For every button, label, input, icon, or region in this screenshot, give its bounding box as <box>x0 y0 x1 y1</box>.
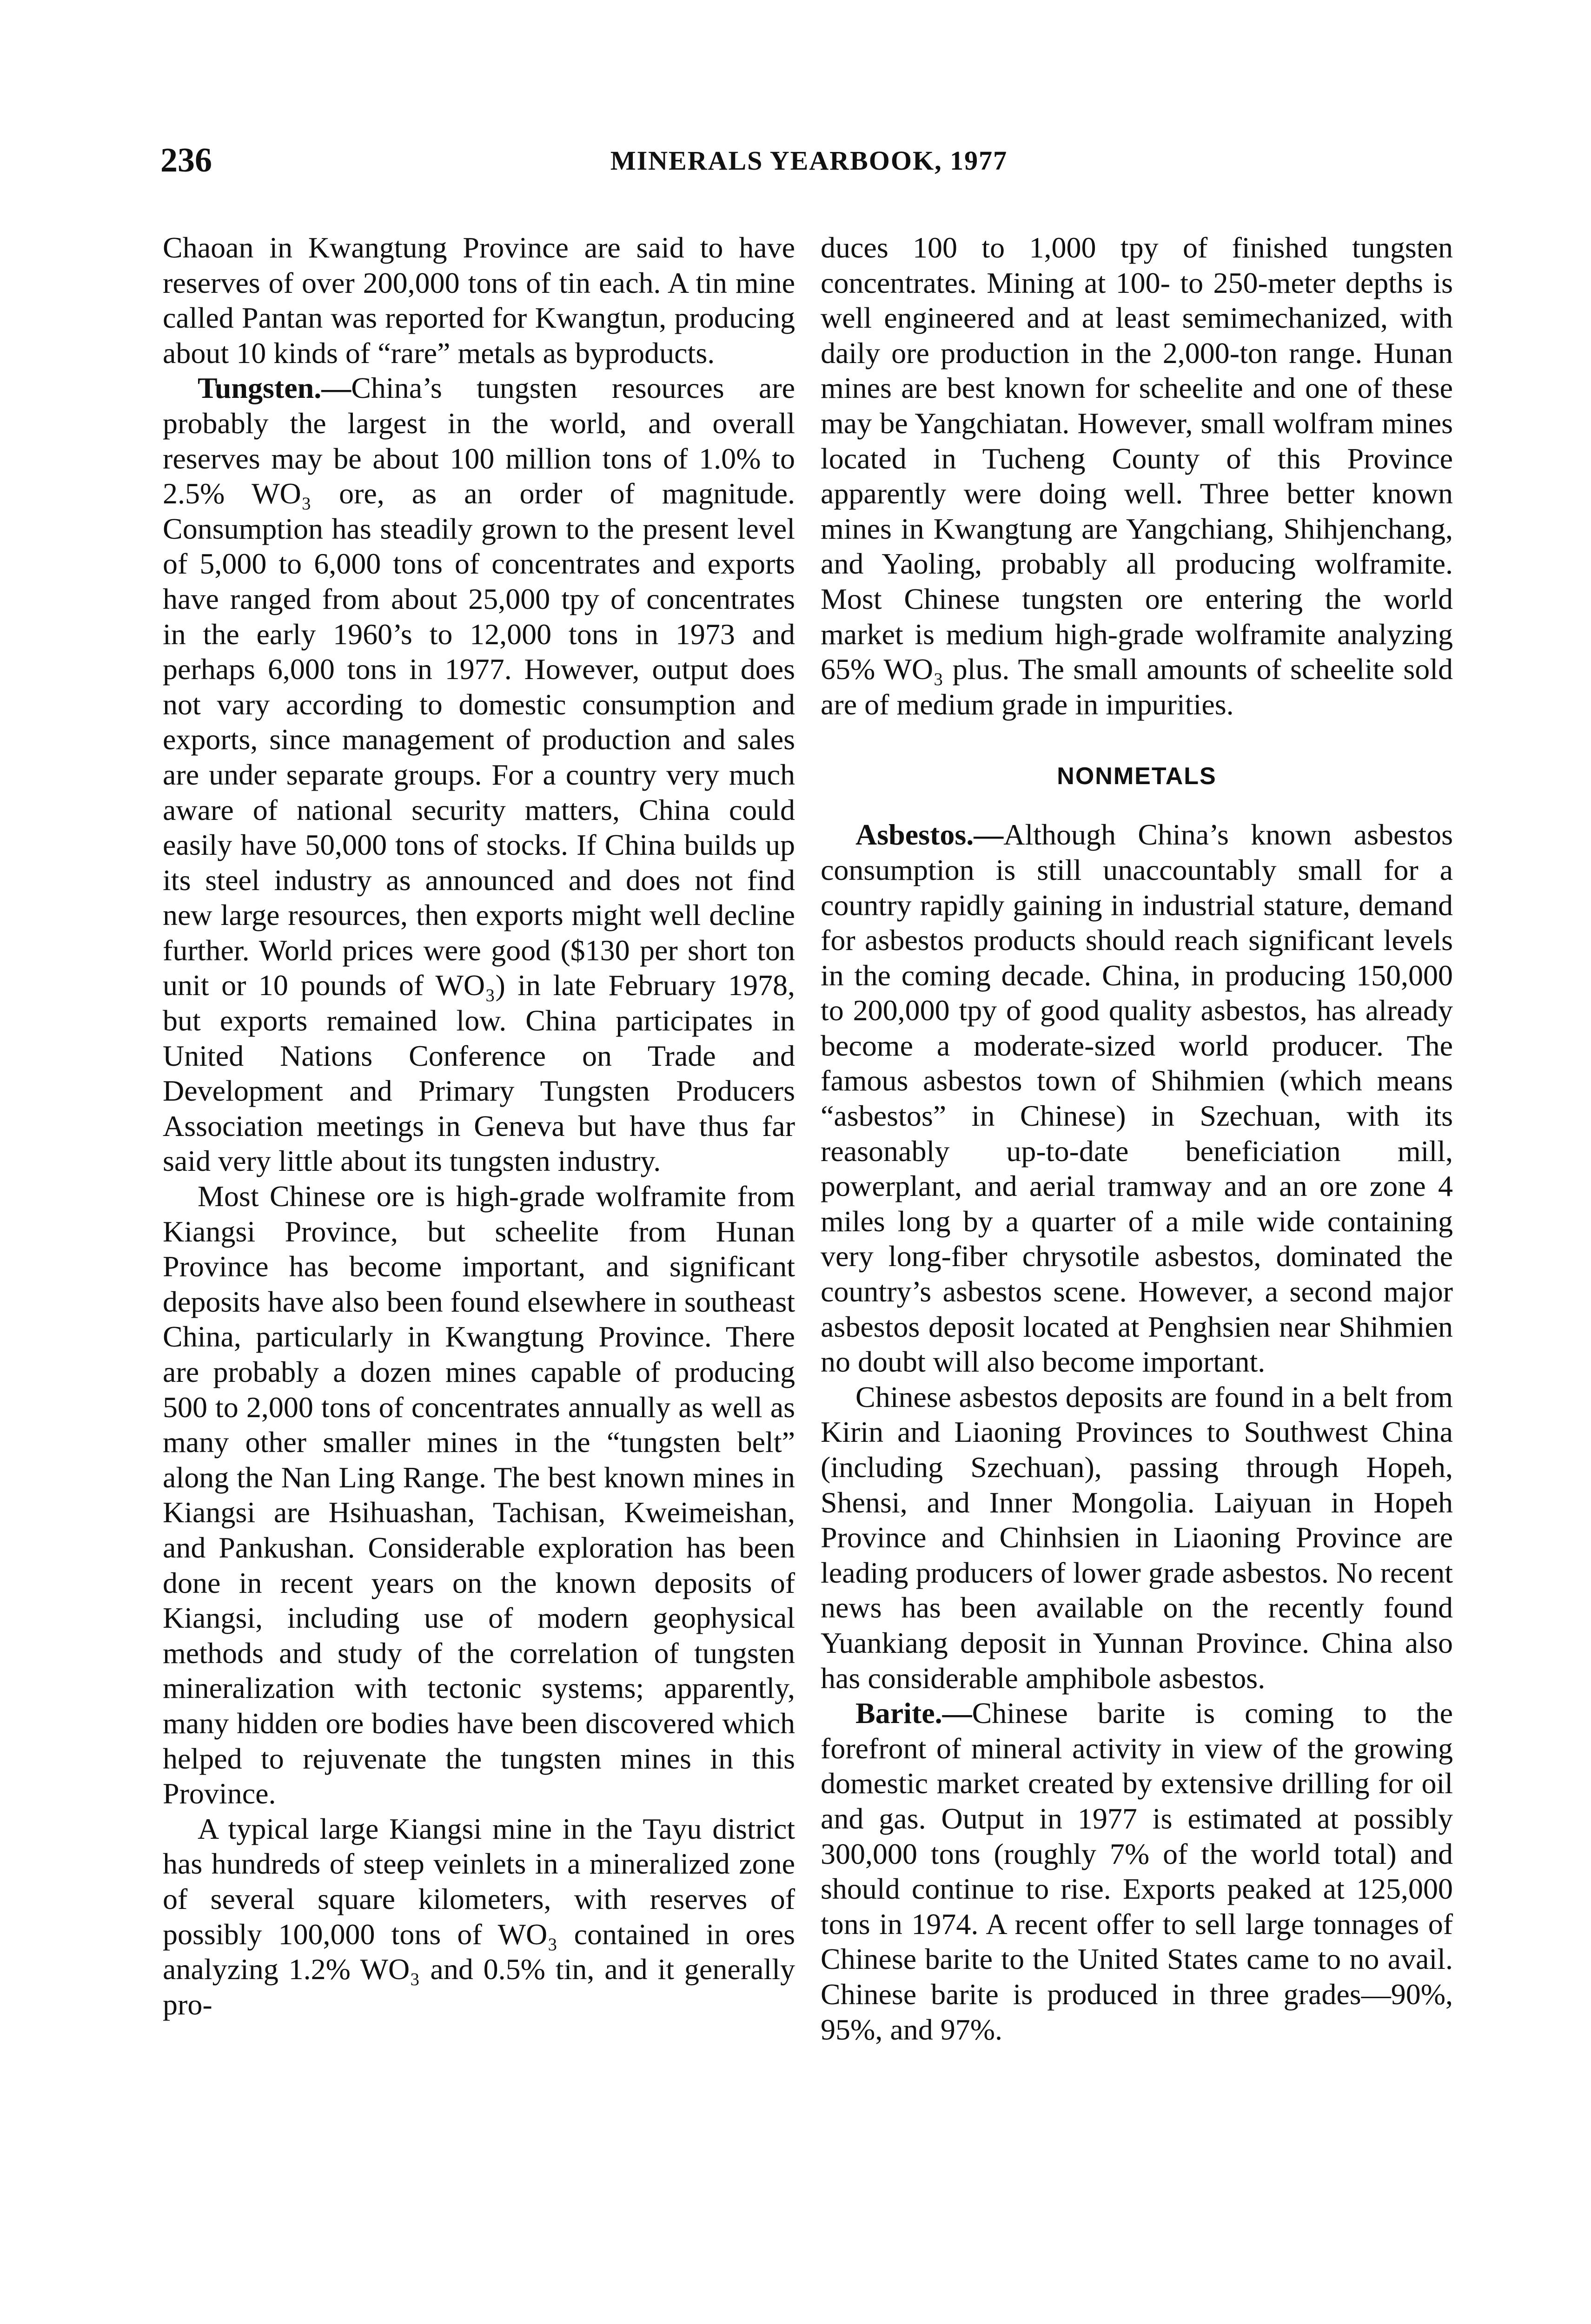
page-number: 236 <box>160 141 212 179</box>
paragraph-chinese-ore: Most Chinese ore is high-grade wolframite from Kiangsi Province, but scheelite from Hunan Province has become important, and significant deposits have also been found elsewhere in southeast China, particularly in Kwangtung Province. There are probably a dozen mines capable of producing 500 to 2,000 tons of concentrates annually as well as many other smaller mines in the “tungsten belt” along the Nan Ling Range. The best known mines in Kiangsi are Hsihuashan, Tachisan, Kweimeishan, and Pankushan. Considerable exploration has been done in recent years on the known deposits of Kiangsi, including use of modern geophysical methods and study of the correlation of tungsten mineralization with tectonic systems; apparently, many hidden ore bodies have been discovered which helped to rejuvenate the tungsten mines in this Province. <box>163 1180 795 1810</box>
paragraph-barite <box>821 1696 1453 2047</box>
paragraph-kiangsi-mine: A typical large Kiangsi mine in the Tayu district has hundreds of steep veinlets in a mineralized zone of several square kilometers, with reserves of possibly 100,000 tons of WO₃ contained in ores analyzing 1.2% WO₃ and 0.5% tin, and it generally pro- <box>163 1812 795 2021</box>
right-column <box>821 230 1453 2047</box>
page-header <box>160 139 1458 181</box>
running-title: MINERALS YEARBOOK, 1977 <box>610 145 1008 176</box>
barite-heading: Barite.— <box>855 1697 972 1730</box>
asbestos-heading: Asbestos.— <box>855 818 1004 852</box>
tungsten-text: China’s tungsten resources are probably the largest in the world, and overall reserves may be about 100 million tons of 1.0% to 2.5% WO₃ ore, as an order of magnitude. Consumption has steadily grown to the present level of 5,000 to 6,000 tons of concentrates and exports have ranged from about 25,000 tpy of concentrates in the early 1960’s to 12,000 tons in 1973 and perhaps 6,000 tons in 1977. However, output does not vary according to domestic consumption and exports, since management of production and sales are under separate groups. For a country very much aware of national security matters, China could easily have 50,000 tons of stocks. If China builds up its steel industry as announced and does not find new large resources, then exports might well decline further. World prices were good ($130 per short ton unit or 10 pounds of WO₃) in late February 1978, but exports remained low. China participates in United Nations Conference on Trade and Development and Primary Tungsten Producers Association meetings in Geneva but have thus far said very little about its tungsten industry. <box>163 371 795 1178</box>
left-column <box>163 230 795 2022</box>
paragraph-tin-continuation: Chaoan in Kwangtung Province are said to have reserves of over 200,000 tons of tin each. A tin mine called Pantan was reported for Kwangtun, producing about 10 kinds of “rare” metals as byproducts. <box>163 231 795 370</box>
tungsten-heading: Tungsten.— <box>198 371 351 405</box>
paragraph-tungsten-continuation: duces 100 to 1,000 tpy of finished tungsten concentrates. Mining at 100- to 250-meter depths is well engineered and at least semimechanized, with daily ore production in the 2,000-ton range. Hunan mines are best known for scheelite and one of these may be Yangchiatan. However, small wolfram mines located in Tucheng County of this Province apparently were doing well. Three better known mines in Kwangtung are Yangchiang, Shihjenchang, and Yaoling, probably all producing wolframite. Most Chinese tungsten ore entering the world market is medium high-grade wolframite analyzing 65% WO₃ plus. The small amounts of scheelite sold are of medium grade in impurities. <box>821 231 1453 721</box>
paragraph-asbestos-deposits: Chinese asbestos deposits are found in a belt from Kirin and Liaoning Provinces to Southwest China (including Szechuan), passing through Hopeh, Shensi, and Inner Mongolia. Laiyuan in Hopeh Province and Chinhsien in Liaoning Province are leading producers of lower grade asbestos. No recent news has been available on the recently found Yuankiang deposit in Yunnan Province. China also has considerable amphibole asbestos. <box>821 1380 1453 1695</box>
asbestos-text: Although China’s known asbestos consumption is still unaccountably small for a country rapidly gaining in industrial stature, demand for asbestos products should reach significant levels in the coming decade. China, in producing 150,000 to 200,000 tpy of good quality asbestos, has already become a moderate-sized world producer. The famous asbestos town of Shihmien (which means “asbestos” in Chinese) in Szechuan, with its reasonably up-to-date beneficiation mill, powerplant, and aerial tramway and an ore zone 4 miles long by a quarter of a mile wide containing very long-fiber chrysotile asbestos, dominated the country’s asbestos scene. However, a second major asbestos deposit located at Penghsien near Shihmien no doubt will also become important. <box>821 818 1453 1379</box>
barite-text: Chinese barite is coming to the forefront of mineral activity in view of the growing domestic market created by extensive drilling for oil and gas. Output in 1977 is estimated at possibly 300,000 tons (roughly 7% of the world total) and should continue to rise. Exports peaked at 125,000 tons in 1974. A recent offer to sell large tonnages of Chinese barite to the United States came to no avail. Chinese barite is produced in three grades—90%, 95%, and 97%. <box>821 1697 1453 2046</box>
paragraph-asbestos <box>821 817 1453 1380</box>
nonmetals-heading: NONMETALS <box>1057 763 1217 790</box>
paragraph-tungsten <box>163 370 795 1179</box>
